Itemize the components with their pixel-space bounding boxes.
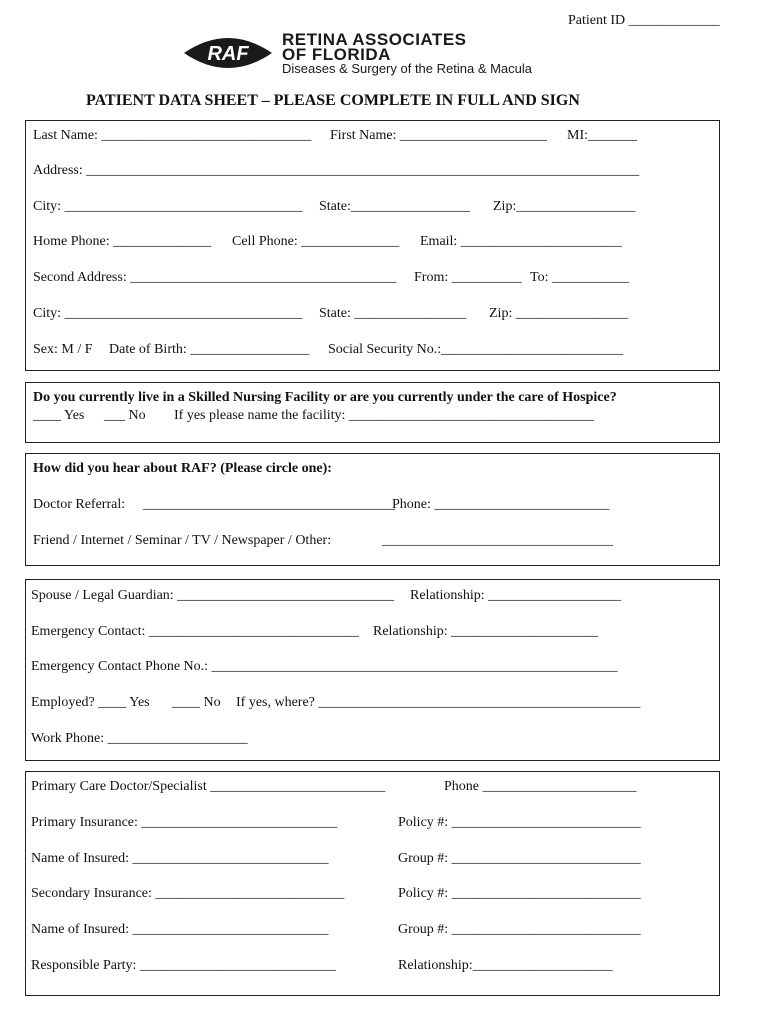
ssn-field[interactable]: Social Security No.:__________________________ <box>328 342 624 357</box>
page-title: PATIENT DATA SHEET – PLEASE COMPLETE IN FULL AND SIGN <box>86 92 580 109</box>
secondary-group-field[interactable]: Group #: ___________________________ <box>398 922 641 937</box>
second-state-field[interactable]: State: ________________ <box>319 306 467 321</box>
facility-yes-field[interactable]: ____ Yes <box>33 408 85 423</box>
eye-logo-icon <box>182 29 274 77</box>
to-field[interactable]: To: ___________ <box>530 270 629 285</box>
secondary-insured-field[interactable]: Name of Insured: ____________________________ <box>31 922 329 937</box>
primary-group-field[interactable]: Group #: ___________________________ <box>398 851 641 866</box>
secondary-policy-field[interactable]: Policy #: ___________________________ <box>398 886 641 901</box>
dob-field[interactable]: Date of Birth: _________________ <box>109 342 310 357</box>
doctor-referral-field[interactable]: ____________________________________ <box>143 497 395 512</box>
responsible-relationship-field[interactable]: Relationship:____________________ <box>398 958 613 973</box>
from-field[interactable]: From: __________ <box>414 270 522 285</box>
second-address-field[interactable]: Second Address: ______________________________________ <box>33 270 397 285</box>
emergency-contact-field[interactable]: Emergency Contact: ______________________________ <box>31 624 359 639</box>
doctor-referral-label: Doctor Referral: <box>33 497 126 512</box>
responsible-party-field[interactable]: Responsible Party: ____________________________ <box>31 958 336 973</box>
raf-logo <box>182 29 274 77</box>
emergency-relationship-field[interactable]: Relationship: _____________________ <box>373 624 599 639</box>
second-zip-field[interactable]: Zip: ________________ <box>489 306 628 321</box>
guardian-relationship-field[interactable]: Relationship: ___________________ <box>410 588 622 603</box>
address-field[interactable]: Address: _______________________________________________________________________________ <box>33 163 640 178</box>
referral-question: How did you hear about RAF? (Please circle one): <box>33 461 332 476</box>
primary-insurance-field[interactable]: Primary Insurance: ____________________________ <box>31 815 338 830</box>
patient-id-field[interactable]: Patient ID _____________ <box>568 13 720 28</box>
employed-no-field[interactable]: ____ No <box>172 695 221 710</box>
state-field[interactable]: State:_________________ <box>319 199 470 214</box>
email-field[interactable]: Email: _______________________ <box>420 234 622 249</box>
city-field[interactable]: City: __________________________________ <box>33 199 303 214</box>
guardian-field[interactable]: Spouse / Legal Guardian: _______________________________ <box>31 588 395 603</box>
first-name-field[interactable]: First Name: _____________________ <box>330 128 547 143</box>
zip-field[interactable]: Zip:_________________ <box>493 199 636 214</box>
home-phone-field[interactable]: Home Phone: ______________ <box>33 234 212 249</box>
org-name-line1: RETINA ASSOCIATES <box>282 30 467 49</box>
sex-field[interactable]: Sex: M / F <box>33 342 93 357</box>
cell-phone-field[interactable]: Cell Phone: ______________ <box>232 234 400 249</box>
employed-where-field[interactable]: If yes, where? ______________________________________________ <box>236 695 641 710</box>
doctor-phone-field[interactable]: Phone ______________________ <box>444 779 637 794</box>
facility-name-field[interactable]: If yes please name the facility: ___________________________________ <box>174 408 594 423</box>
facility-no-field[interactable]: ___ No <box>104 408 146 423</box>
mi-field[interactable]: MI:_______ <box>567 128 637 143</box>
emergency-phone-field[interactable]: Emergency Contact Phone No.: __________________________________________________________ <box>31 659 618 674</box>
secondary-insurance-field[interactable]: Secondary Insurance: ___________________________ <box>31 886 345 901</box>
referral-phone-field[interactable]: Phone: _________________________ <box>392 497 610 512</box>
referral-options[interactable]: Friend / Internet / Seminar / TV / Newspaper / Other: <box>33 533 332 548</box>
last-name-field[interactable]: Last Name: ______________________________ <box>33 128 312 143</box>
referral-other-field[interactable]: _________________________________ <box>382 533 613 548</box>
primary-policy-field[interactable]: Policy #: ___________________________ <box>398 815 641 830</box>
work-phone-field[interactable]: Work Phone: ____________________ <box>31 731 248 746</box>
primary-doctor-field[interactable]: Primary Care Doctor/Specialist _________________________ <box>31 779 386 794</box>
facility-question: Do you currently live in a Skilled Nursing Facility or are you currently under the care of Hospice? <box>33 390 617 405</box>
employed-yes-field[interactable]: Employed? ____ Yes <box>31 695 150 710</box>
primary-insured-field[interactable]: Name of Insured: ____________________________ <box>31 851 329 866</box>
second-city-field[interactable]: City: __________________________________ <box>33 306 303 321</box>
logo-mark: RAF <box>207 43 249 65</box>
org-tagline: Diseases & Surgery of the Retina & Macula <box>282 61 533 76</box>
org-name-line2: OF FLORIDA <box>282 45 391 64</box>
